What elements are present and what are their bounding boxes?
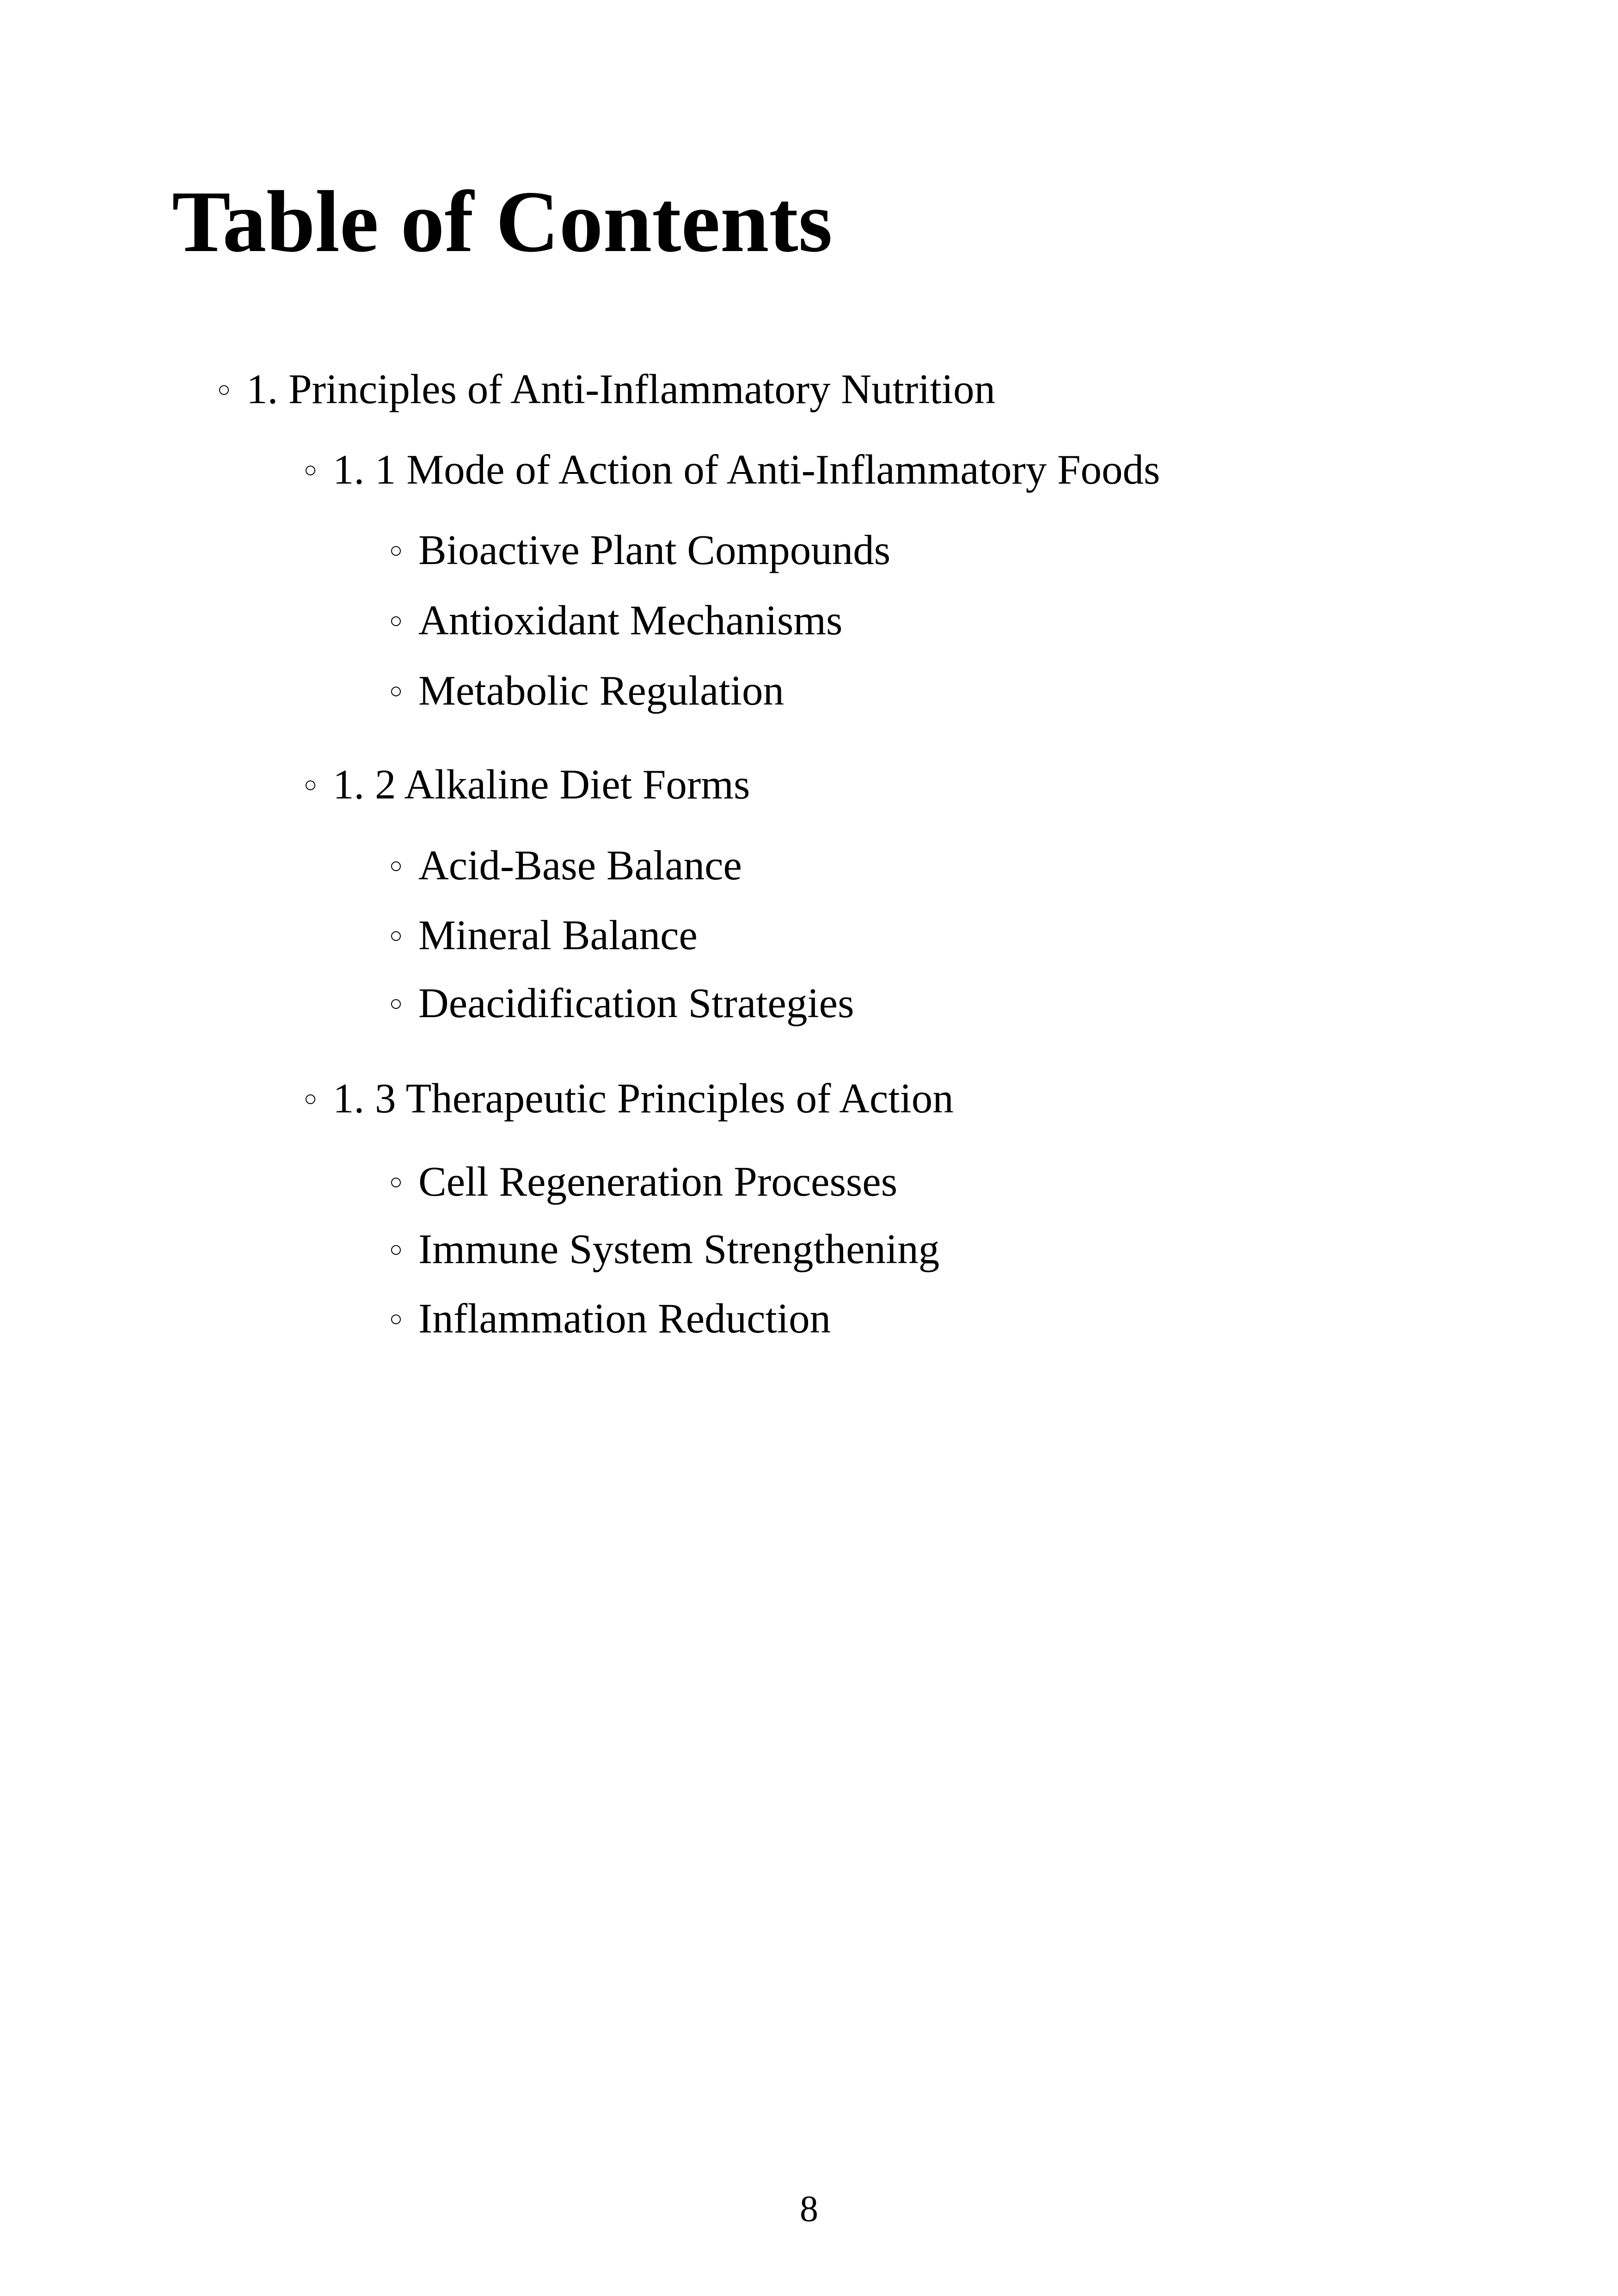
bullet-icon: ○ <box>389 1237 403 1262</box>
toc-entry-subsection[interactable] <box>389 669 784 712</box>
bullet-icon: ○ <box>304 458 317 482</box>
toc-entry-label: Cell Regeneration Processes <box>418 1158 898 1205</box>
bullet-icon: ○ <box>304 773 317 797</box>
toc-entry-chapter-1[interactable] <box>217 368 995 410</box>
toc-entry-label: 1. 2 Alkaline Diet Forms <box>333 761 750 808</box>
toc-entry-label: 1. 3 Therapeutic Principles of Action <box>333 1075 954 1122</box>
toc-entry-label: 1. Principles of Anti-Inflammatory Nutrition <box>246 366 996 412</box>
toc-entry-subsection[interactable] <box>389 914 698 956</box>
bullet-icon: ○ <box>304 1087 317 1111</box>
bullet-icon: ○ <box>389 1170 403 1194</box>
toc-entry-label: Bioactive Plant Compounds <box>418 527 891 573</box>
toc-entry-label: Antioxidant Mechanisms <box>418 597 843 644</box>
toc-entry-section-1-2[interactable] <box>304 761 750 808</box>
toc-entry-subsection[interactable] <box>389 529 890 571</box>
bullet-icon: ○ <box>389 991 403 1016</box>
toc-entry-label: Metabolic Regulation <box>418 667 784 714</box>
bullet-icon: ○ <box>389 923 403 948</box>
toc-entry-subsection[interactable] <box>389 1295 831 1342</box>
toc-entry-subsection[interactable] <box>389 1228 939 1270</box>
page-title: Table of Contents <box>172 173 833 270</box>
toc-entry-label: Deacidification Strategies <box>418 980 854 1026</box>
toc-entry-section-1-1[interactable] <box>304 448 1160 491</box>
bullet-icon: ○ <box>389 853 403 878</box>
toc-entry-label: Inflammation Reduction <box>418 1295 831 1342</box>
toc-entry-subsection[interactable] <box>389 982 854 1024</box>
toc-entry-subsection[interactable] <box>389 1160 897 1203</box>
bullet-icon: ○ <box>217 377 231 402</box>
toc-entry-section-1-3[interactable] <box>304 1075 954 1122</box>
bullet-icon: ○ <box>389 1307 403 1331</box>
toc-entry-label: Acid-Base Balance <box>418 842 742 889</box>
toc-entry-label: 1. 1 Mode of Action of Anti-Inflammatory Foods <box>333 446 1160 493</box>
bullet-icon: ○ <box>389 538 403 563</box>
bullet-icon: ○ <box>389 608 403 633</box>
page-number: 8 <box>800 2189 818 2229</box>
toc-entry-label: Mineral Balance <box>418 912 698 958</box>
toc-entry-subsection[interactable] <box>389 597 843 644</box>
toc-entry-subsection[interactable] <box>389 842 742 889</box>
toc-entry-label: Immune System Strengthening <box>418 1226 940 1272</box>
bullet-icon: ○ <box>389 679 403 703</box>
